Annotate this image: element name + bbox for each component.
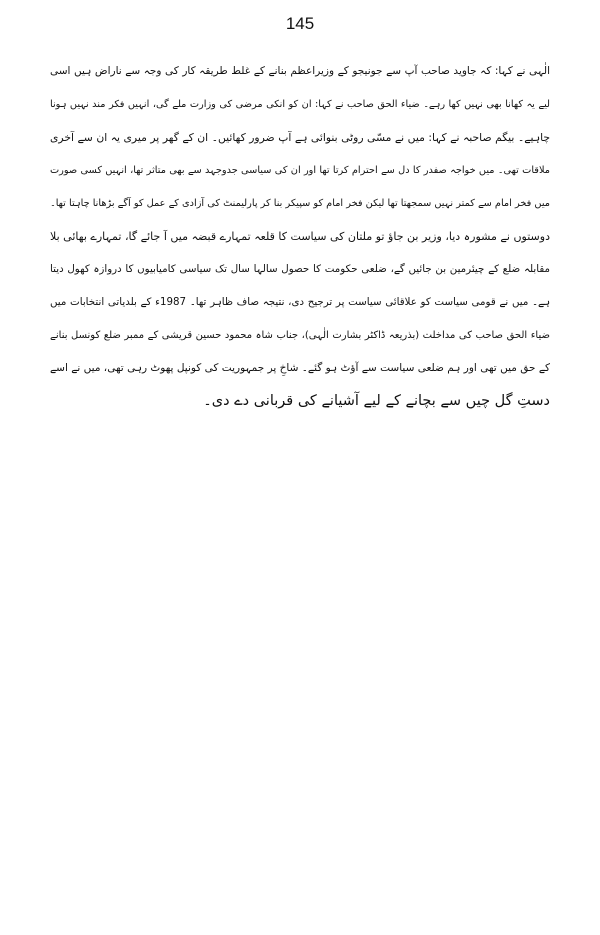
text-line: کے حق میں تھی اور ہم ضلعی سیاست سے آؤٹ ہو گئے۔ شاخِ پر جمہوریت کی کونپل پھوٹ رہی تھی، میں نے اسے [50,362,550,374]
body-text [50,55,550,418]
text-line: ملاقات تھی۔ میں خواجہ صفدر کا دل سے احترام کرتا تھا اور ان کی سیاسی جدوجہد سے بھی متاثر تھا، انہیں کسی صورت [50,165,550,176]
text-line: مقابلہ ضلع کے چیئرمین بن جائیں گے، ضلعی حکومت کا حصول سالہا سال تک سیاسی کامیابیوں کا دروازہ کھول دیتا [50,263,550,275]
text-line: دوستوں نے مشورہ دیا، وزیر بن جاؤ تو ملتان کی سیاست کا قلعہ تمہارے قبضہ میں آ جائے گا، تمہارے بھائی بلا [50,230,550,243]
text-line: ہے۔ میں نے قومی سیاست کو علاقائی سیاست پر ترجیح دی، نتیجہ صاف ظاہر تھا۔ 1987ء کے بلدیاتی انتخابات میں [50,296,550,308]
text-line: ضیاء الحق صاحب کی مداخلت (بذریعہ ڈاکٹر بشارت الٰہی)، جناب شاہ محمود حسین قریشی کے ممبر ضلع کونسل بنانے [50,330,550,341]
text-line: دستِ گل چیں سے بچانے کے لیے آشیانے کی قربانی دے دی۔ [203,393,550,409]
text-line: لیے یہ کھانا بھی نہیں کھا رہے۔ ضیاء الحق صاحب نے کہا: ان کو انکی مرضی کی وزارت ملے گی، انہیں فکر مند نہیں ہونا [50,99,550,110]
text-line: الٰہی نے کہا: کہ جاوید صاحب آپ سے جونیجو کے وزیراعظم بنانے کے غلط طریقہ کار کی وجہ سے ناراض ہیں اسی [50,65,550,77]
page-number: 145 [285,14,315,33]
text-line: چاہیے۔ بیگم صاحبہ نے کہا: میں نے مسّی روٹی بنوائی ہے آپ ضرور کھائیں۔ ان کے گھر پر میری یہ ان سے آخری [50,131,550,144]
text-line: میں فخر امام سے کمتر نہیں سمجھتا تھا لیکن فخر امام کو سپیکر بنا کر پارلیمنٹ کی آزادی کے عمل کو آگے بڑھانا چاہتا تھا۔ [50,198,550,209]
